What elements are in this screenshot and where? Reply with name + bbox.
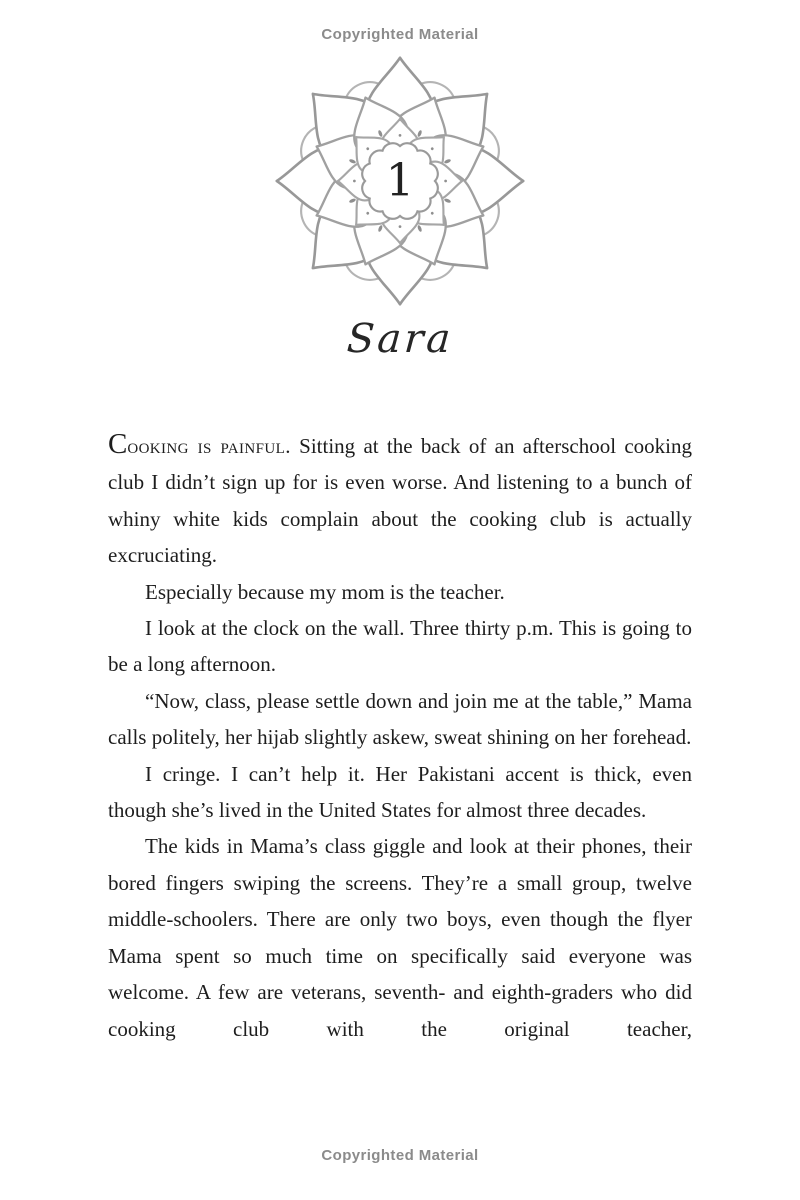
copyright-notice-top: Copyrighted Material <box>321 26 479 43</box>
body-paragraph: Especially because my mom is the teacher. <box>145 579 505 604</box>
opener-smallcaps: ooking is painful. <box>127 434 291 458</box>
copyright-notice-bottom: Copyrighted Material <box>321 1147 479 1164</box>
body-paragraph: Cooking is painful. Sitting at the back of an afterschool cooking club I didn’t sign up for is even worse. And listening to a bunch of whiny white kids complain about the cooking club is actually excruciating. <box>108 428 692 568</box>
chapter-title <box>0 316 800 362</box>
lotus-mandala-icon <box>269 50 531 312</box>
page-body <box>108 426 692 1047</box>
body-paragraph: I cringe. I can’t help it. Her Pakistani accent is thick, even though she’s lived in the United States for almost three decades. <box>108 761 692 823</box>
opener-capital: C <box>108 428 128 460</box>
chapter-number: 1 <box>385 154 415 207</box>
body-paragraph: “Now, class, please settle down and join me at the table,” Mama calls politely, her hijab slightly askew, sweat shining on her forehead. <box>108 688 692 750</box>
body-paragraph: The kids in Mama’s class giggle and look at their phones, their bored fingers swiping the screens. They’re a small group, twelve middle-schoolers. There are only two boys, even though the flyer Mama spent so much time on specifically said everyone was welcome. A few are veterans, seventh- and eighth-graders who did cooking club with the original teacher, <box>108 834 692 1041</box>
chapter-title-text: Sara <box>345 316 455 362</box>
body-paragraph: I look at the clock on the wall. Three thirty p.m. This is going to be a long afternoon. <box>108 616 692 677</box>
